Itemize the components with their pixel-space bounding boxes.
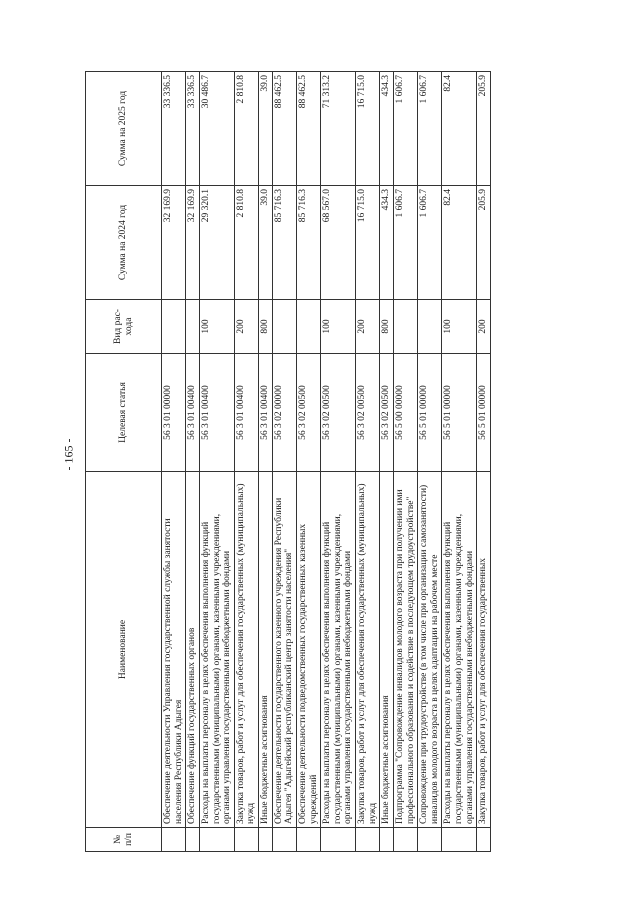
table-row [321, 72, 356, 852]
cell-sum-2024: 68 567.0 [321, 186, 356, 300]
cell-sum-2024: 2 810.8 [234, 186, 258, 300]
cell-sum-2025: 2 810.8 [234, 72, 258, 186]
cell-sum-2025: 33 336.5 [162, 72, 186, 186]
cell-sum-2025: 30 486.7 [199, 72, 234, 186]
cell-sum-2024: 1 606.7 [418, 186, 442, 300]
table-row [477, 72, 491, 852]
cell-sum-2025: 205.9 [477, 72, 491, 186]
cell-target-article: 56 3 02 00500 [356, 354, 380, 472]
cell-name: Расходы на выплаты персоналу в целях обеспечения выполнения функций государственными (муниципальными) органами, казенными учреждениями, органами управления государственными внебюджетными фондами [321, 472, 356, 828]
cell-name: Иные бюджетные ассигнования [259, 472, 273, 828]
cell-name: Закупка товаров, работ и услуг для обеспечения государственных (муниципальных) нужд [356, 472, 380, 828]
cell-name: Обеспечение деятельности государственного казенного учреждения Республики Адыгея "Адыгейский республиканский центр занятости населения" [272, 472, 296, 828]
cell-number [272, 828, 296, 852]
cell-number [380, 828, 394, 852]
cell-name: Сопровождение при трудоустройстве (в том числе при организации самозанятости) инвалидов молодого возраста в целях адаптации на рабочем месте [418, 472, 442, 828]
cell-name: Обеспечение деятельности подведомственных государственных казенных учреждений [296, 472, 320, 828]
cell-name: Подпрограмма "Сопровождение инвалидов молодого возраста при получении ими профессионального образования и содействие в последующем трудоустройстве" [393, 472, 417, 828]
cell-expense-type [272, 300, 296, 354]
cell-number [418, 828, 442, 852]
cell-target-article: 56 3 02 00500 [321, 354, 356, 472]
cell-sum-2024: 32 169.9 [186, 186, 200, 300]
cell-target-article: 56 3 01 00400 [199, 354, 234, 472]
header-sum-2024: Сумма на 2024 год [86, 186, 162, 300]
cell-name: Иные бюджетные ассигнования [380, 472, 394, 828]
cell-expense-type: 200 [234, 300, 258, 354]
cell-target-article: 56 3 01 00400 [186, 354, 200, 472]
cell-expense-type: 200 [356, 300, 380, 354]
cell-sum-2024: 205.9 [477, 186, 491, 300]
table-row [418, 72, 442, 852]
cell-number [296, 828, 320, 852]
header-number: № п/п [86, 828, 162, 852]
cell-expense-type: 800 [380, 300, 394, 354]
cell-name: Закупка товаров, работ и услуг для обеспечения государственных [477, 472, 491, 828]
header-name: Наименование [86, 472, 162, 828]
cell-sum-2024: 82.4 [442, 186, 477, 300]
cell-sum-2025: 82.4 [442, 72, 477, 186]
cell-name: Расходы на выплаты персоналу в целях обеспечения выполнения функций государственными (муниципальными) органами, казенными учреждениями, органами управления государственными внебюджетными фондами [442, 472, 477, 828]
cell-sum-2025: 1 606.7 [393, 72, 417, 186]
table-row [296, 72, 320, 852]
cell-expense-type [393, 300, 417, 354]
cell-name: Закупка товаров, работ и услуг для обеспечения государственных (муниципальных) нужд [234, 472, 258, 828]
cell-target-article: 56 3 02 00500 [296, 354, 320, 472]
cell-sum-2024: 85 716.3 [296, 186, 320, 300]
cell-target-article: 56 5 01 00000 [418, 354, 442, 472]
cell-target-article: 56 3 01 00000 [162, 354, 186, 472]
cell-sum-2024: 85 716.3 [272, 186, 296, 300]
cell-expense-type [186, 300, 200, 354]
cell-expense-type: 200 [477, 300, 491, 354]
rotated-page-content [85, 72, 491, 852]
table-row [393, 72, 417, 852]
cell-sum-2025: 88 462.5 [272, 72, 296, 186]
cell-number [162, 828, 186, 852]
cell-number [393, 828, 417, 852]
table-row [186, 72, 200, 852]
cell-sum-2024: 39.0 [259, 186, 273, 300]
cell-number [199, 828, 234, 852]
table-body [162, 72, 491, 852]
cell-name: Обеспечение функций государственных органов [186, 472, 200, 828]
table-row [259, 72, 273, 852]
cell-number [442, 828, 477, 852]
cell-sum-2025: 434.3 [380, 72, 394, 186]
cell-number [259, 828, 273, 852]
cell-target-article: 56 5 00 00000 [393, 354, 417, 472]
table-row [442, 72, 477, 852]
cell-sum-2025: 39.0 [259, 72, 273, 186]
page-number: - 165 - [61, 438, 76, 471]
cell-sum-2024: 16 715.0 [356, 186, 380, 300]
cell-target-article: 56 3 01 00400 [234, 354, 258, 472]
cell-number [186, 828, 200, 852]
cell-sum-2024: 29 320.1 [199, 186, 234, 300]
cell-sum-2025: 71 313.2 [321, 72, 356, 186]
table-row [162, 72, 186, 852]
cell-target-article: 56 3 02 00000 [272, 354, 296, 472]
cell-target-article: 56 5 01 00000 [442, 354, 477, 472]
table-row [380, 72, 394, 852]
cell-sum-2024: 1 606.7 [393, 186, 417, 300]
budget-table [85, 71, 491, 852]
cell-expense-type [418, 300, 442, 354]
header-target-article: Целевая статья [86, 354, 162, 472]
cell-name: Обеспечение деятельности Управления государственной службы занятости населения Республики Адыгея [162, 472, 186, 828]
cell-expense-type: 100 [442, 300, 477, 354]
cell-number [477, 828, 491, 852]
cell-sum-2025: 88 462.5 [296, 72, 320, 186]
header-sum-2025: Сумма на 2025 год [86, 72, 162, 186]
table-row [199, 72, 234, 852]
header-expense-type: Вид рас- хода [86, 300, 162, 354]
cell-number [321, 828, 356, 852]
cell-number [356, 828, 380, 852]
table-header-row [86, 72, 162, 852]
cell-sum-2025: 16 715.0 [356, 72, 380, 186]
cell-number [234, 828, 258, 852]
cell-target-article: 56 3 01 00400 [259, 354, 273, 472]
cell-sum-2024: 434.3 [380, 186, 394, 300]
cell-sum-2025: 1 606.7 [418, 72, 442, 186]
cell-expense-type [162, 300, 186, 354]
table-row [356, 72, 380, 852]
cell-sum-2024: 32 169.9 [162, 186, 186, 300]
cell-sum-2025: 33 336.5 [186, 72, 200, 186]
table-row [272, 72, 296, 852]
cell-target-article: 56 5 01 00000 [477, 354, 491, 472]
cell-expense-type [296, 300, 320, 354]
cell-target-article: 56 3 02 00500 [380, 354, 394, 472]
cell-expense-type: 800 [259, 300, 273, 354]
cell-expense-type: 100 [199, 300, 234, 354]
table-row [234, 72, 258, 852]
cell-name: Расходы на выплаты персоналу в целях обеспечения выполнения функций государственными (муниципальными) органами, казенными учреждениями, органами управления государственными внебюджетными фондами [199, 472, 234, 828]
cell-expense-type: 100 [321, 300, 356, 354]
